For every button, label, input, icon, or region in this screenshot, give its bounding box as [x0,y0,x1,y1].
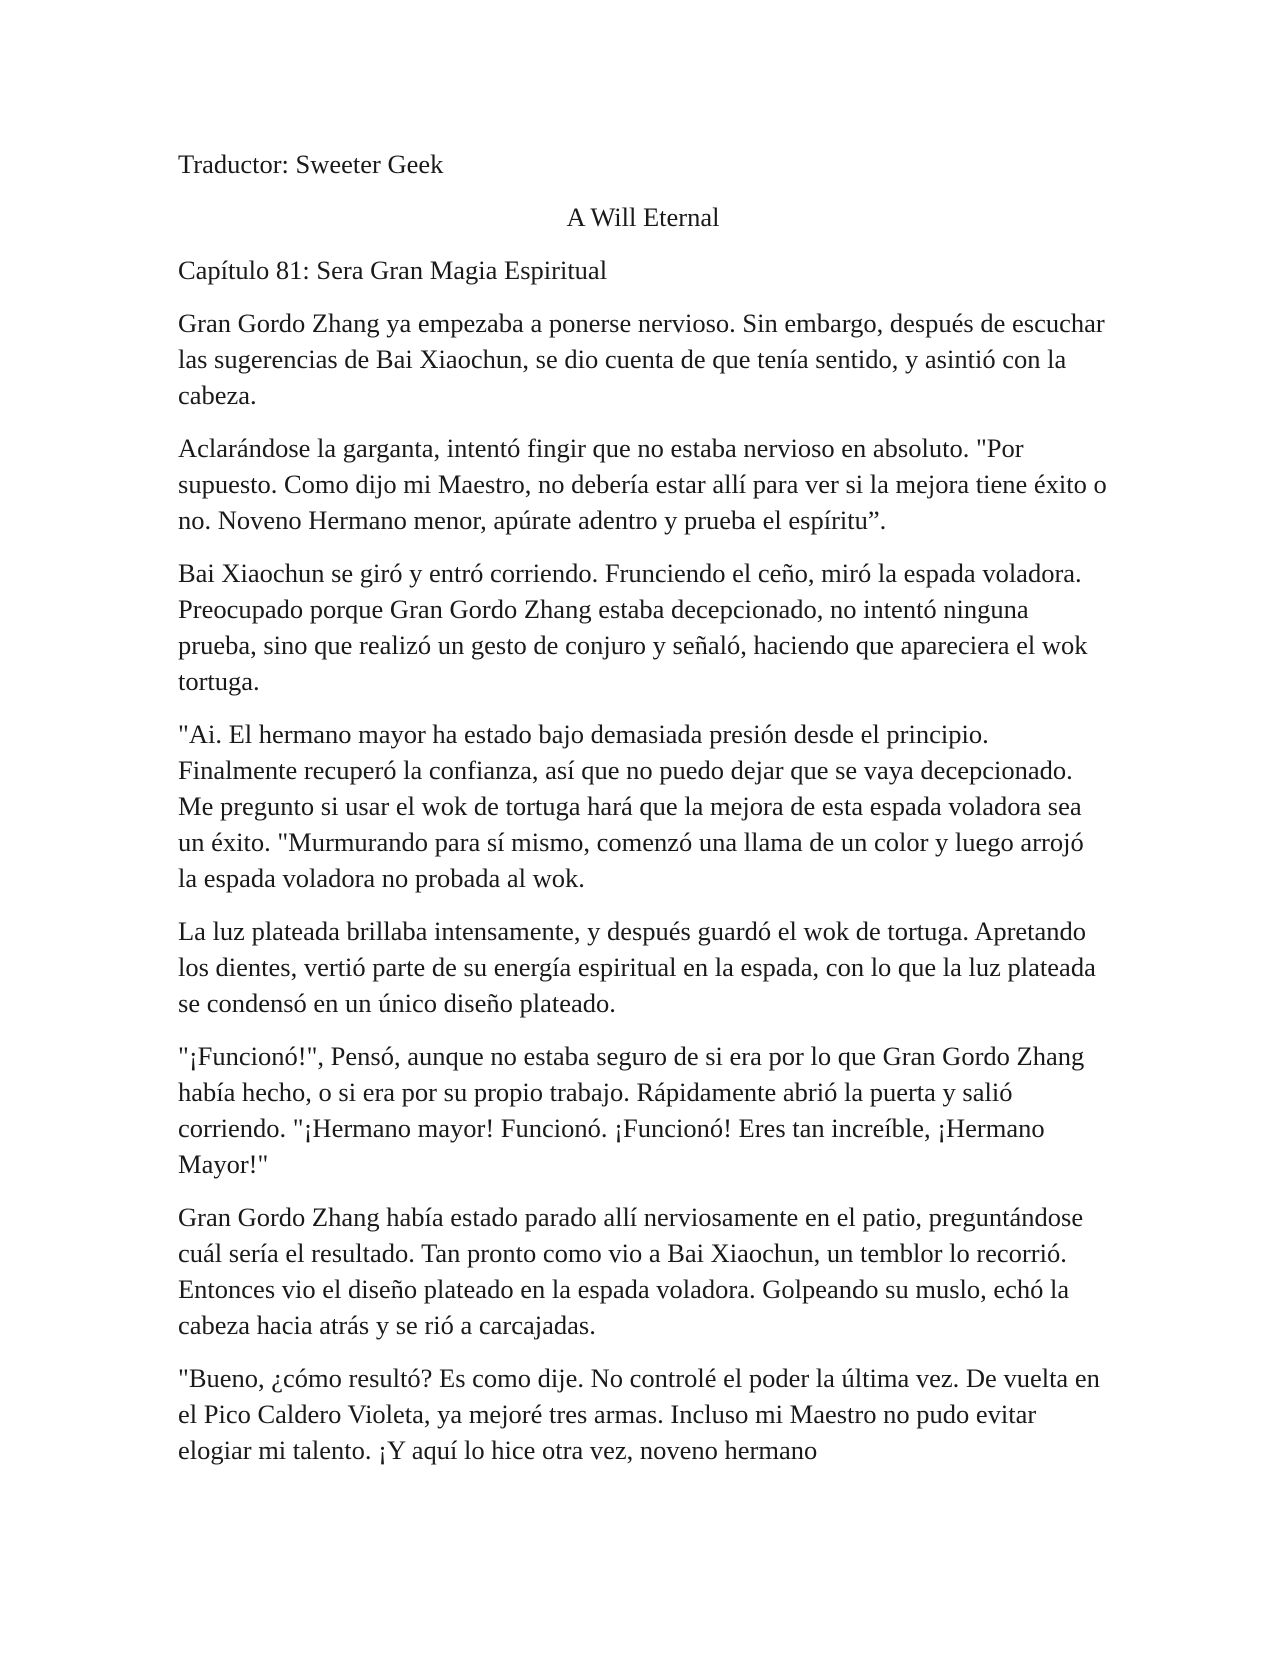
paragraph: "Bueno, ¿cómo resultó? Es como dije. No controlé el poder la última vez. De vuelta en el Pico Caldero Violeta, ya mejoré tres armas. Incluso mi Maestro no pudo evitar elogiar mi talento. ¡Y aquí lo hice otra vez, noveno hermano [178,1363,1100,1465]
paragraph: La luz plateada brillaba intensamente, y después guardó el wok de tortuga. Apretando los dientes, vertió parte de su energía espiritual en la espada, con lo que la luz plateada se condensó en un único diseño plateado. [178,916,1096,1018]
document-title: A Will Eternal [566,202,720,232]
paragraph: "¡Funcionó!", Pensó, aunque no estaba seguro de si era por lo que Gran Gordo Zhang había hecho, o si era por su propio trabajo. Rápidamente abrió la puerta y salió corriendo. "¡Hermano mayor! Funcionó. ¡Funcionó! Eres tan increíble, ¡Hermano Mayor!" [178,1041,1085,1179]
paragraph: "Ai. El hermano mayor ha estado bajo demasiada presión desde el principio. Finalmente recuperó la confianza, así que no puedo dejar que se vaya decepcionado. Me pregunto si usar el wok de tortuga hará que la mejora de esta espada voladora sea un éxito. "Murmurando para sí mismo, comenzó una llama de un color y luego arrojó la espada voladora no probada al wok. [178,719,1084,893]
paragraph: Gran Gordo Zhang ya empezaba a ponerse nervioso. Sin embargo, después de escuchar las sugerencias de Bai Xiaochun, se dio cuenta de que tenía sentido, y asintió con la cabeza. [178,308,1105,410]
translator-credit: Traductor: Sweeter Geek [178,149,444,179]
document-body [178,146,1108,1485]
paragraph: Gran Gordo Zhang había estado parado allí nerviosamente en el patio, preguntándose cuál sería el resultado. Tan pronto como vio a Bai Xiaochun, un temblor lo recorrió. Entonces vio el diseño plateado en la espada voladora. Golpeando su muslo, echó la cabeza hacia atrás y se rió a carcajadas. [178,1202,1084,1340]
chapter-heading: Capítulo 81: Sera Gran Magia Espiritual [178,255,608,285]
paragraph: Bai Xiaochun se giró y entró corriendo. Frunciendo el ceño, miró la espada voladora. Preocupado porque Gran Gordo Zhang estaba decepcionado, no intentó ninguna prueba, sino que realizó un gesto de conjuro y señaló, haciendo que apareciera el wok tortuga. [178,558,1088,696]
paragraph: Aclarándose la garganta, intentó fingir que no estaba nervioso en absoluto. "Por supuesto. Como dijo mi Maestro, no debería estar allí para ver si la mejora tiene éxito o no. Noveno Hermano menor, apúrate adentro y prueba el espíritu”. [178,433,1107,535]
